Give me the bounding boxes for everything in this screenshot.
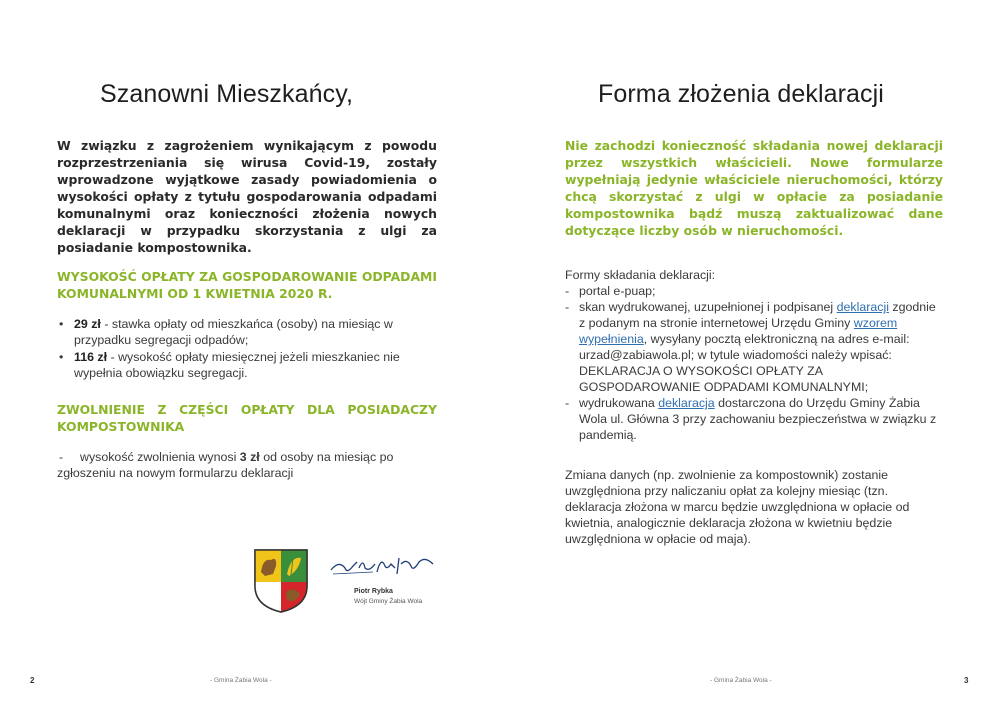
page-number: 3 (964, 676, 969, 685)
method-epuap: portal e-puap; (579, 284, 656, 298)
bullet-icon: - (565, 396, 570, 410)
exemption-text (57, 449, 442, 481)
list-item (57, 316, 447, 348)
signer-role: Wójt Gminy Żabia Wola (354, 598, 423, 605)
submission-methods (565, 267, 945, 443)
notice-paragraph: Nie zachodzi konieczność składania nowej deklaracji przez wszystkich właścicieli. Nowe formularze wypełniają jedynie właściciele nieruchomości, którzy chcą skorzystać z ulgi w opłacie za posiadanie kompostownika bądź muszą zaktualizować dane dotyczące liczby osób w nieruchomości. (565, 138, 943, 238)
fee-amount: 116 zł (74, 350, 108, 364)
signature-icon (329, 552, 437, 578)
exemption-amount: 3 zł (239, 450, 260, 464)
exemption-heading: ZWOLNIENIE Z CZĘŚCI OPŁATY DLA POSIADACZY KOMPOSTOWNIKA (57, 402, 437, 434)
fee-list (57, 316, 447, 382)
fee-description: - wysokość opłaty miesięcznej jeżeli mieszkaniec nie wypełnia obowiązku segregacji. (74, 350, 400, 380)
method-scan-text: , wysyłany pocztą elektroniczną na adres e-mail: urzad@zabiawola.pl; w tytule wiadomości należy wpisać: DEKLARACJA O WYSOKOŚCI OPŁATY ZA GOSPODAROWANIE ODPADAMI KOMUNALNYMI; (579, 332, 910, 394)
page-number: 2 (30, 676, 35, 685)
declaration-link[interactable]: deklaracja (658, 396, 715, 410)
bullet-icon: - (565, 300, 570, 314)
data-change-paragraph: Zmiana danych (np. zwolnienie za kompostownik) zostanie uwzględniona przy naliczaniu opłat za kolejny miesiąc (tzn. deklaracja złożona w marcu będzie uwzględniona w opłacie od kwietnia, analogicznie deklaracja złożona w kwietniu będzie uwzględniona w opłacie od maja). (565, 468, 910, 546)
fee-description: - stawka opłaty od mieszkańca (osoby) na miesiąc w przypadku segregacji odpadów; (74, 317, 393, 347)
method-paper-text: wydrukowana (579, 396, 659, 410)
methods-list (565, 283, 945, 443)
bullet-icon: • (59, 317, 64, 331)
method-scan-text: skan wydrukowanej, uzupełnionej i podpisanej (579, 300, 837, 314)
declaration-link[interactable]: deklaracji (836, 300, 889, 314)
fee-heading: WYSOKOŚĆ OPŁATY ZA GOSPODAROWANIE ODPADAMI KOMUNALNYMI OD 1 KWIETNIA 2020 R. (57, 269, 437, 301)
right-page (500, 0, 1000, 707)
page-title: Szanowni Mieszkańcy, (100, 80, 354, 108)
filling-template-link[interactable]: wzorem wypełnienia (579, 316, 898, 346)
exemption-text-start: wysokość zwolnienia wynosi (80, 450, 240, 464)
fee-amount: 29 zł (74, 317, 101, 331)
list-item (57, 349, 447, 381)
bullet-icon: • (59, 350, 64, 364)
page-title: Forma złożenia deklaracji (598, 80, 884, 108)
method-scan-text: zgodnie z podanym na stronie internetowej Urzędu Gminy (579, 300, 936, 330)
signature-block (253, 548, 453, 618)
bullet-icon: - (59, 450, 64, 464)
footer-text: - Gmina Żabia Wola - (710, 677, 772, 684)
bullet-icon: - (565, 284, 570, 298)
signer-name: Piotr Rybka (354, 588, 393, 595)
method-paper-text: dostarczona do Urzędu Gminy Żabia Wola ul. Główna 3 przy zachowaniu bezpieczeństwa w związku z pandemią. (579, 396, 937, 442)
list-item (565, 283, 945, 299)
methods-label: Formy składania deklaracji: (565, 268, 716, 282)
footer-text: - Gmina Żabia Wola - (210, 677, 272, 684)
coat-of-arms-icon (253, 548, 309, 614)
intro-paragraph: W związku z zagrożeniem wynikającym z powodu rozprzestrzeniania się wirusa Covid-19, zostały wprowadzone wyjątkowe zasady powiadomienia o wysokości opłaty z tytułu gospodarowania odpadami komunalnymi oraz konieczności złożenia nowych deklaracji w przypadku skorzystania z ulgi za posiadanie kompostownika. (57, 138, 437, 255)
exemption-text-end: od osoby na miesiąc po zgłoszeniu na nowym formularzu deklaracji (57, 450, 394, 480)
list-item (565, 395, 945, 443)
list-item (565, 299, 945, 395)
